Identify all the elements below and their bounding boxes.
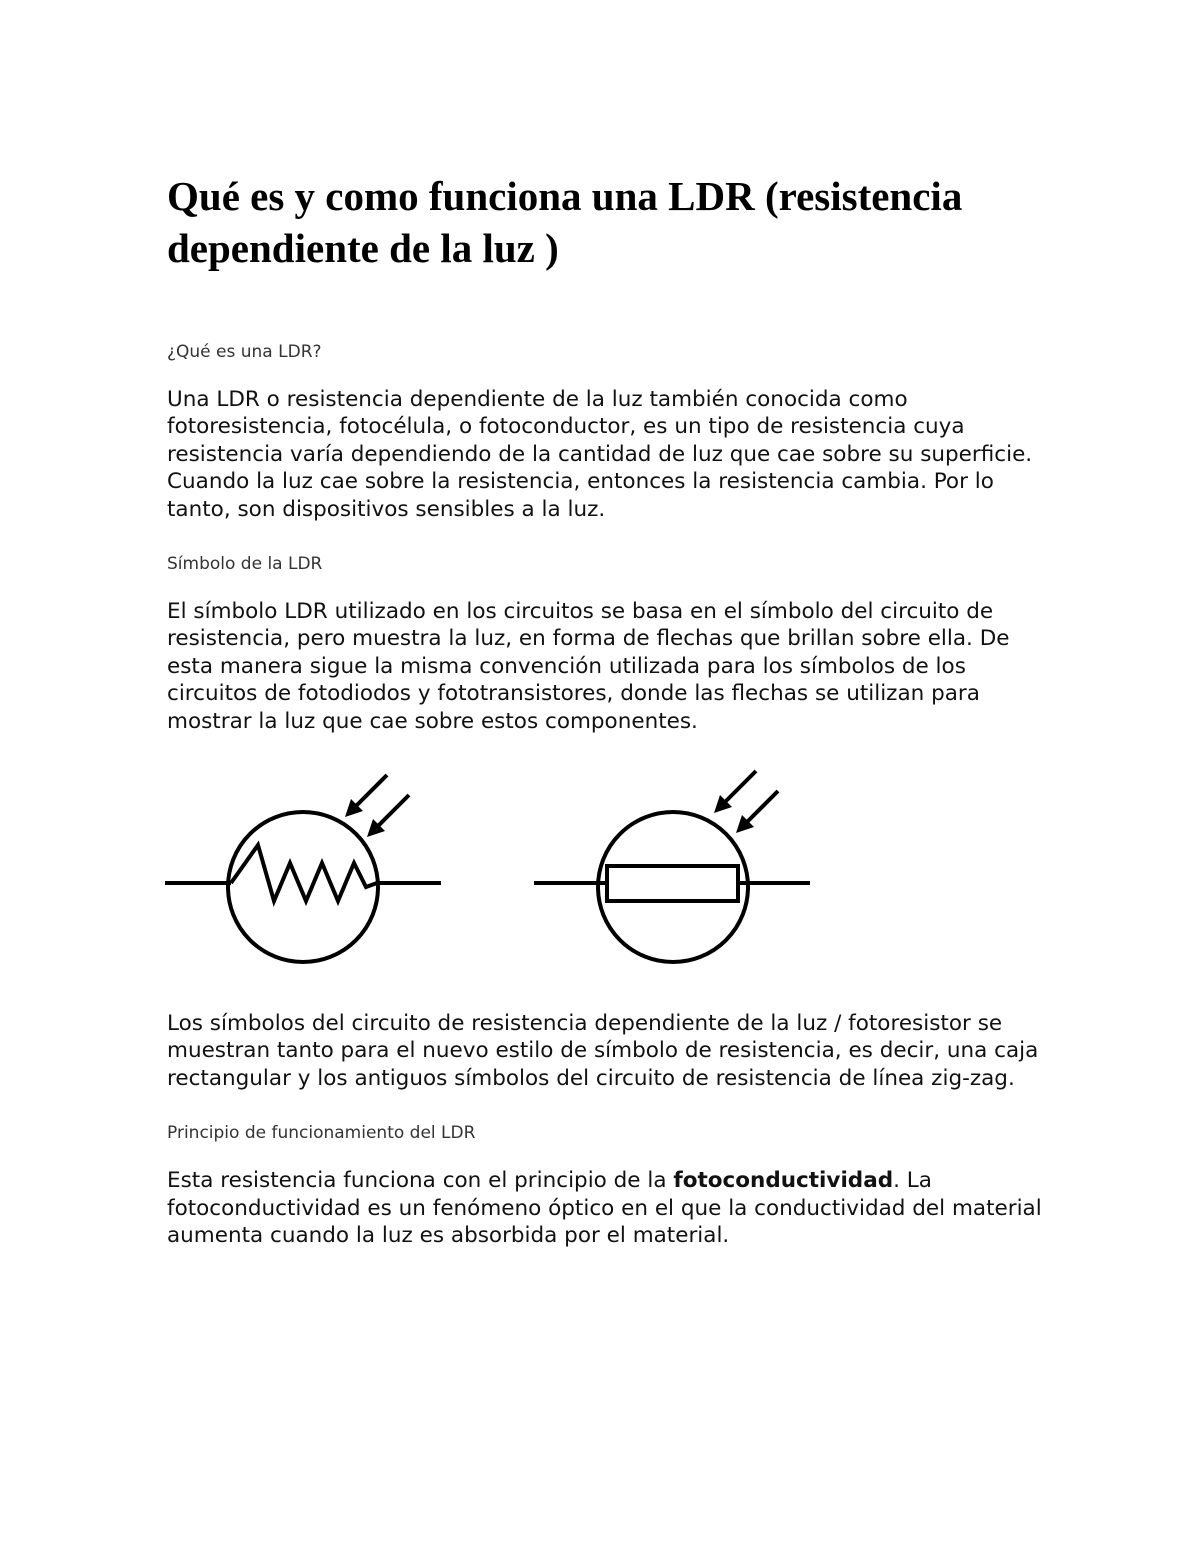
principle-text-before: Esta resistencia funciona con el principio de la <box>167 1168 674 1194</box>
principle-text-after: . La fotoconductividad es un fenómeno óptico en el que la conductividad del material aumenta cuando la luz es absorbida por el material. <box>167 1168 1042 1249</box>
principle-bold-term: fotoconductividad <box>673 1168 894 1194</box>
paragraph-symbol-explanation: Los símbolos del circuito de resistencia dependiente de la luz / fotoresistor se muestran tanto para el nuevo estilo de símbolo de resistencia, es decir, una caja rectangular y los antiguos símbolos del circuito de resistencia de línea zig-zag. <box>167 1011 1039 1091</box>
section-heading-symbol: Símbolo de la LDR <box>167 554 323 575</box>
ldr-symbols-svg <box>165 769 825 979</box>
paragraph-principle <box>167 1167 1047 1249</box>
paragraph-symbol: El símbolo LDR utilizado en los circuitos se basa en el símbolo del circuito de resistencia, pero muestra la luz, en forma de flechas que brillan sobre ella. De esta manera sigue la misma convención utilizada para los símbolos de los circuitos de fotodiodos y fototransistores, donde las flechas se utilizan para mostrar la luz que cae sobre estos componentes. <box>167 599 1010 734</box>
section-heading-principle: Principio de funcionamiento del LDR <box>167 1123 476 1144</box>
ldr-box-symbol <box>534 771 810 962</box>
ldr-zigzag-symbol <box>165 775 441 962</box>
page-title: Qué es y como funciona una LDR (resistencia dependiente de la luz ) <box>167 173 963 271</box>
section-heading-what-is: ¿Qué es una LDR? <box>167 342 322 362</box>
paragraph-what-is: Una LDR o resistencia dependiente de la luz también conocida como fotoresistencia, fotocélula, o fotoconductor, es un tipo de resistencia cuya resistencia varía dependiendo de la cantidad de luz que cae sobre su superficie. Cuando la luz cae sobre la resistencia, entonces la resistencia cambia. Por lo tanto, son dispositivos sensibles a la luz. <box>167 387 1033 522</box>
document-page <box>167 170 1047 1250</box>
ldr-symbols-figure <box>167 769 1047 979</box>
